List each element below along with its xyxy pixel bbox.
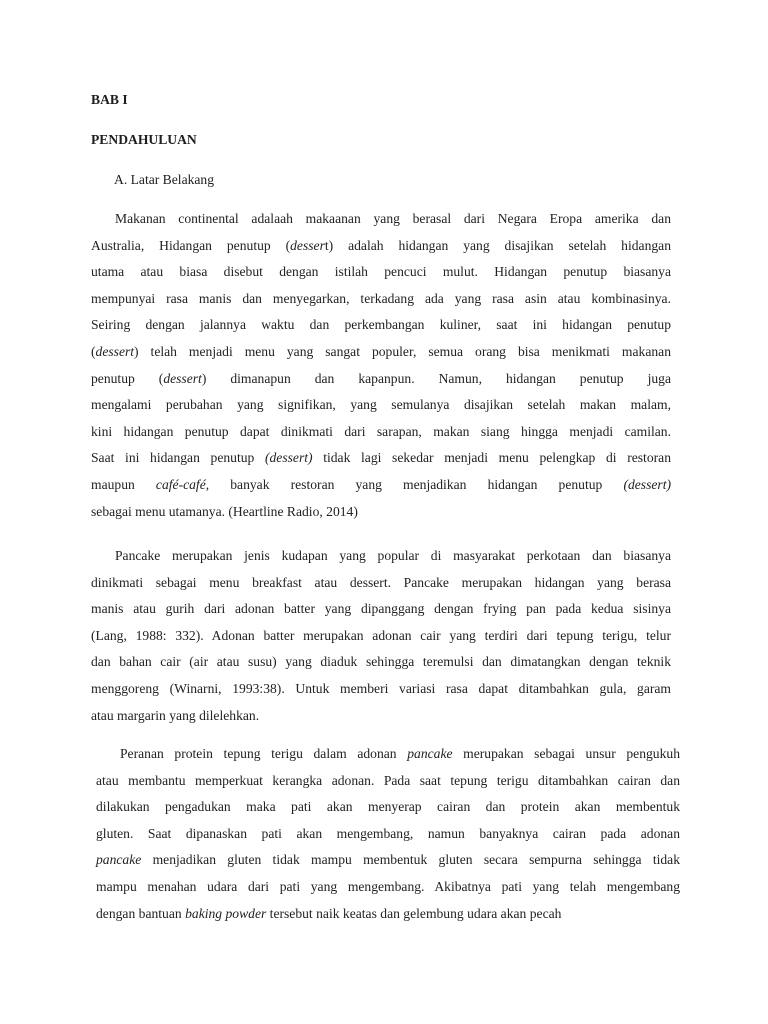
- italic-term: (dessert): [623, 476, 672, 492]
- italic-term: dessert: [163, 370, 202, 386]
- text-run: mengalami perubahan yang signifikan, yang semulanya disajikan setelah makan malam,: [91, 397, 671, 413]
- text-run: utama atau biasa disebut dengan istilah pencuci mulut. Hidangan penutup biasanya: [91, 264, 671, 280]
- text-run: ) dimanapun dan kapanpun. Namun, hidangan penutup juga: [201, 370, 671, 386]
- paragraph-line: [96, 901, 680, 928]
- paragraph-line: [91, 472, 671, 499]
- text-run: mampu menahan udara dari pati yang mengembang. Akibatnya pati yang telah mengembang: [96, 878, 680, 894]
- paragraph-line: [91, 339, 671, 366]
- paragraph-line: [91, 286, 671, 313]
- italic-term: café-café: [155, 476, 206, 492]
- text-run: , banyak restoran yang menjadikan hidangan penutup: [205, 476, 624, 492]
- paragraph-line: [96, 874, 680, 901]
- italic-term: dessert: [95, 343, 135, 359]
- text-run: atau margarin yang dilelehkan.: [91, 707, 260, 723]
- text-run: Pancake merupakan jenis kudapan yang popular di masyarakat perkotaan dan biasanya: [115, 548, 671, 563]
- text-run: (: [91, 343, 96, 359]
- paragraph-line: [91, 623, 671, 650]
- chapter-label: BAB I: [91, 92, 128, 107]
- text-run: Seiring dengan jalannya waktu dan perkembangan kuliner, saat ini hidangan penutup: [91, 317, 671, 333]
- text-run: (Lang, 1988: 332). Adonan batter merupakan adonan cair yang terdiri dari tepung terigu, telur: [91, 627, 671, 643]
- text-run: Peranan protein tepung terigu dalam adonan: [120, 746, 408, 761]
- paragraph-line: [91, 499, 671, 526]
- italic-term: baking powder: [185, 905, 267, 921]
- paragraph-line: [91, 392, 671, 419]
- paragraph-line: [91, 445, 671, 472]
- text-run: Makanan continental adalaah makaanan yang berasal dari Negara Eropa amerika dan: [115, 211, 671, 226]
- paragraph-line: [91, 312, 671, 339]
- text-run: dilakukan pengadukan maka pati akan menyerap cairan dan protein akan membentuk: [96, 799, 680, 815]
- paragraph-line: [91, 419, 671, 446]
- paragraph-line: [91, 570, 671, 597]
- paragraph-protein-role: [96, 741, 680, 927]
- paragraph-pancake-definition: [91, 543, 671, 729]
- text-run: tersebut naik keatas dan gelembung udara akan pecah: [266, 905, 562, 921]
- text-run: kini hidangan penutup dapat dinikmati dari sarapan, makan siang hingga menjadi camilan.: [91, 423, 671, 439]
- paragraph-line: [96, 821, 680, 848]
- text-run: mempunyai rasa manis dan menyegarkan, terkadang ada yang rasa asin atau kombinasinya.: [91, 290, 671, 306]
- text-run: sebagai menu utamanya. (Heartline Radio, 2014): [91, 503, 358, 519]
- text-run: maupun: [91, 476, 156, 492]
- italic-term: (dessert): [264, 450, 313, 466]
- text-run: Australia, Hidangan penutup (: [91, 237, 291, 253]
- text-run: manis atau gurih dari adonan batter yang dipanggang dengan frying pan pada kedua sisinya: [91, 601, 671, 617]
- text-run: dan bahan cair (air atau susu) yang diaduk sehingga teremulsi dan dimatangkan dengan teknik: [91, 654, 671, 670]
- chapter-title: PENDAHULUAN: [91, 132, 197, 147]
- paragraph-latar-belakang-1: [91, 206, 671, 525]
- paragraph-line: [96, 847, 680, 874]
- text-run: ) telah menjadi menu yang sangat populer, semua orang bisa menikmati makanan: [134, 343, 671, 359]
- section-heading: A. Latar Belakang: [114, 172, 215, 187]
- text-run: Saat ini hidangan penutup: [91, 450, 265, 466]
- text-run: penutup (: [91, 370, 164, 386]
- paragraph-line: [91, 543, 671, 570]
- text-run: dengan bantuan: [96, 905, 186, 921]
- paragraph-line: [96, 794, 680, 821]
- paragraph-line: [91, 366, 671, 393]
- italic-term: desser: [290, 237, 325, 253]
- paragraph-line: [91, 259, 671, 286]
- text-run: menjadikan gluten tidak mampu membentuk gluten secara sempurna sehingga tidak: [141, 852, 680, 868]
- paragraph-line: [91, 596, 671, 623]
- paragraph-line: [91, 233, 671, 260]
- italic-term: pancake: [407, 746, 453, 761]
- paragraph-line: [91, 649, 671, 676]
- italic-term: pancake: [96, 852, 142, 868]
- paragraph-line: [91, 676, 671, 703]
- paragraph-line: [91, 703, 671, 730]
- paragraph-line: [91, 206, 671, 233]
- text-run: gluten. Saat dipanaskan pati akan mengembang, namun banyaknya cairan pada adonan: [96, 825, 680, 841]
- text-run: merupakan sebagai unsur pengukuh: [452, 746, 680, 761]
- paragraph-line: [96, 741, 680, 768]
- text-run: t) adalah hidangan yang disajikan setelah hidangan: [324, 237, 671, 253]
- text-run: tidak lagi sekedar menjadi menu pelengkap di restoran: [312, 450, 671, 466]
- paragraph-line: [96, 768, 680, 795]
- text-run: dinikmati sebagai menu breakfast atau dessert. Pancake merupakan hidangan yang berasa: [91, 574, 671, 590]
- text-run: atau membantu memperkuat kerangka adonan. Pada saat tepung terigu ditambahkan cairan dan: [96, 772, 680, 788]
- text-run: menggoreng (Winarni, 1993:38). Untuk memberi variasi rasa dapat ditambahkan gula, garam: [91, 680, 671, 696]
